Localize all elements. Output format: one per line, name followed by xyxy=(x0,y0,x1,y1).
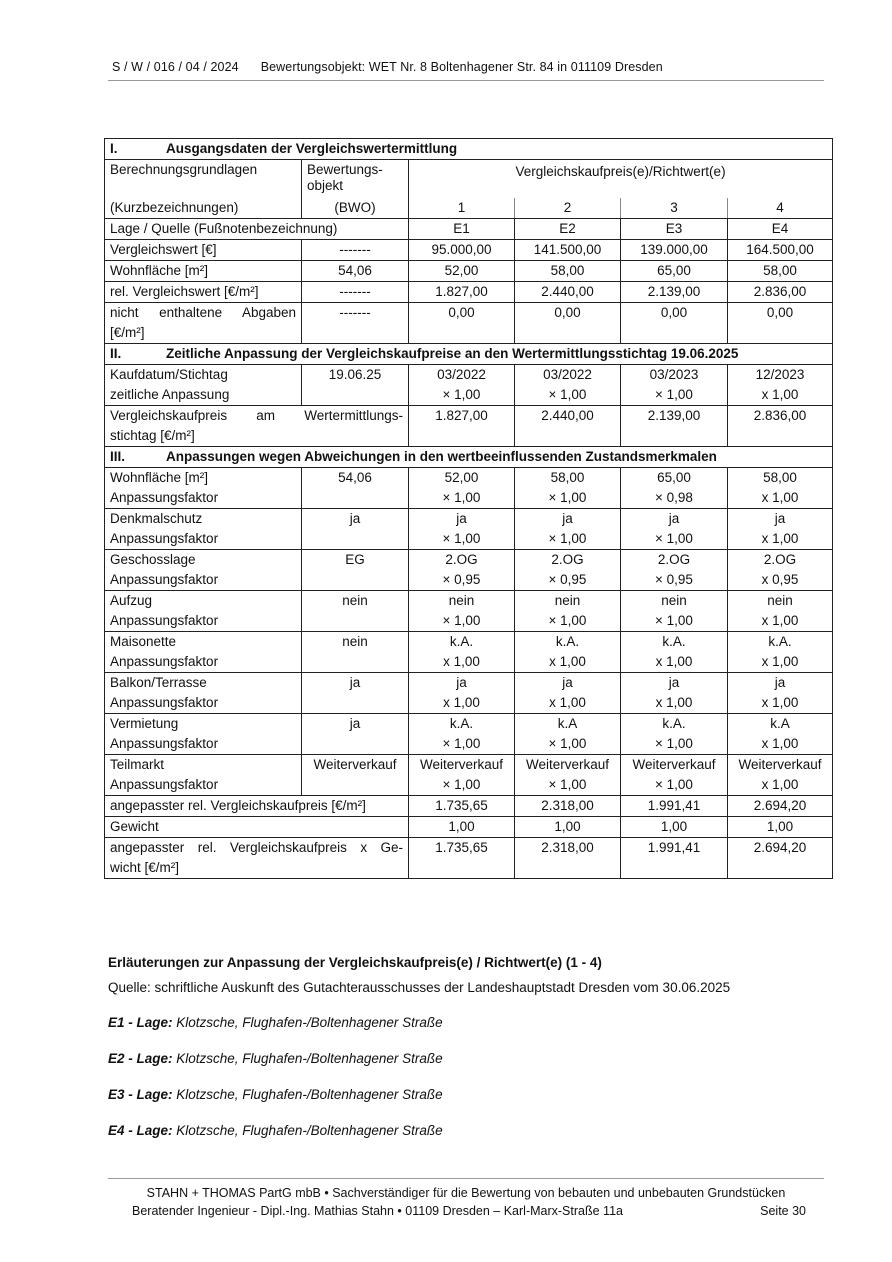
row-label xyxy=(105,468,302,509)
table-row xyxy=(105,282,833,303)
footer-address: Beratender Ingenieur - Dipl.-Ing. Mathias Stahn • 01109 Dresden – Karl-Marx-Straße 11a xyxy=(132,1204,623,1218)
col-num-2: 2 xyxy=(515,198,621,219)
value-1: 1.735,65 xyxy=(409,838,515,879)
section-title: Zeitliche Anpassung der Vergleichskaufpreise an den Wertermittlungsstichtag 19.06.2025 xyxy=(166,346,739,361)
adjust-factor: × 0,98 xyxy=(655,490,693,505)
value-1 xyxy=(409,550,515,591)
compare-title: Vergleichskaufpreis(e)/Richtwert(e) xyxy=(409,160,833,199)
factor-label: Anpassungsfaktor xyxy=(110,695,219,710)
table-row xyxy=(105,632,833,673)
value-1 xyxy=(409,714,515,755)
date-label: Kaufdatum/Stichtag xyxy=(110,367,228,382)
section-2-header xyxy=(105,344,833,365)
value-2: 2.440,00 xyxy=(515,282,621,303)
value-4 xyxy=(728,632,833,673)
adjust-factor: × 1,00 xyxy=(655,613,693,628)
value-3: 2.139,00 xyxy=(621,282,728,303)
page-header xyxy=(112,60,832,74)
value-3 xyxy=(621,632,728,673)
table-row xyxy=(105,240,833,261)
adjust-factor: × 1,00 xyxy=(655,531,693,546)
note-text: Klotzsche, Flughafen-/Boltenhagener Straße xyxy=(172,1123,443,1138)
criterion-value: 2.OG xyxy=(445,552,478,567)
adjust-factor: × 1,00 xyxy=(442,613,481,628)
row-label: Wohnfläche [m²] xyxy=(105,261,302,282)
criterion-value: 2.OG xyxy=(763,552,797,567)
criterion-value: 58,00 xyxy=(550,470,585,485)
value-3: 1,00 xyxy=(621,817,728,838)
value-4 xyxy=(728,550,833,591)
value-2: 2.318,00 xyxy=(515,796,621,817)
value-2 xyxy=(515,673,621,714)
table-row xyxy=(105,509,833,550)
criterion-value: ja xyxy=(456,675,467,690)
value-2 xyxy=(515,468,621,509)
adjust-factor: x 1,00 xyxy=(549,695,586,710)
value-3: 2.139,00 xyxy=(621,406,728,447)
value-4 xyxy=(728,673,833,714)
value-4 xyxy=(728,468,833,509)
value-2 xyxy=(515,509,621,550)
table-row xyxy=(105,261,833,282)
adjust-factor: x 1,00 xyxy=(549,654,586,669)
value-4: 2.836,00 xyxy=(728,406,833,447)
criterion-label: Geschosslage xyxy=(110,552,196,567)
row-label xyxy=(105,365,302,406)
bwo-value: 54,06 xyxy=(302,468,409,509)
value-2 xyxy=(515,365,621,406)
page-number: Seite 30 xyxy=(760,1204,806,1218)
criterion-value: ja xyxy=(774,675,786,690)
value-3: 65,00 xyxy=(621,261,728,282)
table-row xyxy=(105,406,833,447)
row-label: rel. Vergleichswert [€/m²] xyxy=(105,282,302,303)
row-label xyxy=(105,406,409,447)
value-1: 1.827,00 xyxy=(409,282,515,303)
factor-label: Anpassungsfaktor xyxy=(110,490,219,505)
value-1: 1,00 xyxy=(409,817,515,838)
row-label xyxy=(105,509,302,550)
value-4: 58,00 xyxy=(728,261,833,282)
col-num-3: 3 xyxy=(621,198,728,219)
criterion-label: Wohnfläche [m²] xyxy=(110,470,209,485)
factor-label: Anpassungsfaktor xyxy=(110,654,219,669)
bwo-header xyxy=(302,160,409,199)
note-entry xyxy=(108,1015,828,1030)
value-3: 139.000,00 xyxy=(621,240,728,261)
criterion-value: k.A. xyxy=(449,716,474,731)
bwo-value: nein xyxy=(302,632,409,673)
value-4: 2.694,20 xyxy=(728,838,833,879)
criterion-value: k.A. xyxy=(555,634,580,649)
value-3 xyxy=(621,509,728,550)
value-1 xyxy=(409,632,515,673)
row-label xyxy=(105,714,302,755)
adjust-factor: x 1,00 xyxy=(761,613,799,628)
calc-basis-label: Berechnungsgrundlagen xyxy=(105,160,302,199)
adjust-factor: × 1,00 xyxy=(655,736,693,751)
value-4 xyxy=(728,509,833,550)
section-3-header xyxy=(105,447,833,468)
section-number: III. xyxy=(110,449,126,464)
table-row xyxy=(105,591,833,632)
bwo-header-line1: Bewertungs- xyxy=(307,162,383,177)
bwo-value: nein xyxy=(302,591,409,632)
notes-heading: Erläuterungen zur Anpassung der Vergleichskaufpreis(e) / Richtwert(e) (1 - 4) xyxy=(108,955,602,970)
criterion-label: Maisonette xyxy=(110,634,177,649)
adjust-factor: × 1,00 xyxy=(442,531,481,546)
value-2 xyxy=(515,550,621,591)
value-1 xyxy=(409,468,515,509)
criterion-value: Weiterverkauf xyxy=(738,757,822,772)
valuation-table xyxy=(104,138,833,879)
criterion-label: Balkon/Terrasse xyxy=(110,675,207,690)
criterion-value: k.A xyxy=(557,716,578,731)
factor: × 1,00 xyxy=(548,387,587,402)
footer-company: STAHN + THOMAS PartG mbB • Sachverständiger für die Bewertung von bebauten und unbebauten Grundstücken xyxy=(146,1186,786,1200)
factor-label: Anpassungsfaktor xyxy=(110,736,219,751)
criterion-value: ja xyxy=(562,511,573,526)
header-row-1 xyxy=(105,160,833,199)
row-label: angepasster rel. Vergleichskaufpreis [€/m²] xyxy=(105,796,409,817)
date: 12/2023 xyxy=(755,367,805,382)
value-1: 52,00 xyxy=(409,261,515,282)
value-3 xyxy=(621,591,728,632)
factor: × 1,00 xyxy=(655,387,693,402)
bwo-abbr: (BWO) xyxy=(302,198,409,219)
value-4 xyxy=(728,714,833,755)
factor-label: Anpassungsfaktor xyxy=(110,613,219,628)
value-4: 1,00 xyxy=(728,817,833,838)
factor: × 1,00 xyxy=(442,387,481,402)
section-title: Anpassungen wegen Abweichungen in den wertbeeinflussenden Zustandsmerkmalen xyxy=(166,449,717,464)
factor-label: Anpassungsfaktor xyxy=(110,777,219,792)
row-label xyxy=(105,632,302,673)
valuation-object: Bewertungsobjekt: WET Nr. 8 Boltenhagener Str. 84 in 011109 Dresden xyxy=(260,60,663,74)
adjust-factor: × 1,00 xyxy=(548,736,587,751)
adjust-factor: × 0,95 xyxy=(548,572,587,587)
criterion-value: Weiterverkauf xyxy=(419,757,504,772)
value-3 xyxy=(621,550,728,591)
table-row xyxy=(105,468,833,509)
value-1 xyxy=(409,755,515,796)
row-label: Gewicht xyxy=(105,817,409,838)
criterion-value: Weiterverkauf xyxy=(525,757,610,772)
criterion-value: 2.OG xyxy=(551,552,584,567)
source-row xyxy=(105,219,833,240)
value-3: 0,00 xyxy=(621,303,728,344)
section-number: II. xyxy=(110,346,122,361)
bwo-value: ------- xyxy=(302,240,409,261)
section-number: I. xyxy=(110,141,118,156)
notes-source: Quelle: schriftliche Auskunft des Gutachterausschusses der Landeshauptstadt Dresden vom 30.06.2025 xyxy=(108,980,731,995)
adjust-factor: x 1,00 xyxy=(443,695,480,710)
value-3 xyxy=(621,755,728,796)
criterion-value: ja xyxy=(774,511,786,526)
row-label xyxy=(105,755,302,796)
code-e3: E3 xyxy=(621,219,728,240)
bwo-header-line2: objekt xyxy=(307,178,344,193)
value-2: 141.500,00 xyxy=(515,240,621,261)
value-1 xyxy=(409,365,515,406)
adjust-factor: x 0,95 xyxy=(761,572,799,587)
adjust-factor: × 1,00 xyxy=(548,490,587,505)
row-label: Vergleichswert [€] xyxy=(105,240,302,261)
criterion-value: ja xyxy=(668,675,680,690)
criterion-value: 2.OG xyxy=(657,552,691,567)
row-label-line1: Vergleichskaufpreis am Wertermittlungs- xyxy=(110,408,403,423)
value-4: 164.500,00 xyxy=(728,240,833,261)
footer-line2 xyxy=(108,1202,824,1220)
note-text: Klotzsche, Flughafen-/Boltenhagener Straße xyxy=(172,1015,443,1030)
footer-divider xyxy=(108,1178,824,1179)
adjust-factor: × 1,00 xyxy=(442,736,481,751)
table-row xyxy=(105,714,833,755)
code-e1: E1 xyxy=(409,219,515,240)
criterion-value: k.A xyxy=(770,716,790,731)
criterion-value: k.A. xyxy=(768,634,792,649)
adjusted-price-row xyxy=(105,796,833,817)
row-label-line1: angepasster rel. Vergleichskaufpreis x Ge- xyxy=(110,840,403,855)
header-divider xyxy=(108,80,824,81)
adjust-factor: x 1,00 xyxy=(761,695,799,710)
value-1 xyxy=(409,591,515,632)
note-key: E1 - Lage: xyxy=(108,1015,173,1030)
row-label-line2: [€/m²] xyxy=(110,325,145,340)
adjust-factor: x 1,00 xyxy=(443,654,480,669)
value-4 xyxy=(728,755,833,796)
value-3: 1.991,41 xyxy=(621,796,728,817)
criterion-value: ja xyxy=(562,675,573,690)
criterion-value: nein xyxy=(767,593,793,608)
row-label xyxy=(105,838,409,879)
adjust-factor: x 1,00 xyxy=(761,531,799,546)
row-label-line2: wicht [€/m²] xyxy=(110,860,180,875)
criterion-label: Vermietung xyxy=(110,716,179,731)
criterion-value: nein xyxy=(448,593,475,608)
table-row xyxy=(105,550,833,591)
value-1: 0,00 xyxy=(409,303,515,344)
adjust-factor: × 1,00 xyxy=(548,613,587,628)
bwo-value: ja xyxy=(302,673,409,714)
adjust-factor: x 1,00 xyxy=(761,654,799,669)
row-label xyxy=(105,591,302,632)
value-2 xyxy=(515,591,621,632)
note-key: E4 - Lage: xyxy=(108,1123,173,1138)
value-1: 1.827,00 xyxy=(409,406,515,447)
value-4 xyxy=(728,365,833,406)
value-4: 0,00 xyxy=(728,303,833,344)
row-label-line1: nicht enthaltene Abgaben xyxy=(110,305,296,320)
value-2: 0,00 xyxy=(515,303,621,344)
col-num-1: 1 xyxy=(409,198,515,219)
criterion-value: nein xyxy=(554,593,581,608)
bwo-value: EG xyxy=(302,550,409,591)
weighted-price-row xyxy=(105,838,833,879)
table-row xyxy=(105,755,833,796)
value-2 xyxy=(515,714,621,755)
value-2: 2.440,00 xyxy=(515,406,621,447)
weight-row xyxy=(105,817,833,838)
note-text: Klotzsche, Flughafen-/Boltenhagener Straße xyxy=(172,1087,443,1102)
criterion-value: k.A. xyxy=(662,634,686,649)
adjust-factor: × 1,00 xyxy=(548,531,587,546)
section-title: Ausgangsdaten der Vergleichswertermittlung xyxy=(166,141,458,156)
row-label xyxy=(105,303,302,344)
factor: x 1,00 xyxy=(761,387,799,402)
bwo-date: 19.06.25 xyxy=(302,365,409,406)
section-1-header xyxy=(105,139,833,160)
value-3 xyxy=(621,714,728,755)
value-2: 2.318,00 xyxy=(515,838,621,879)
criterion-label: Teilmarkt xyxy=(110,757,165,772)
note-entry xyxy=(108,1087,828,1102)
criterion-value: 52,00 xyxy=(444,470,479,485)
criterion-value: nein xyxy=(661,593,687,608)
note-key: E3 - Lage: xyxy=(108,1087,173,1102)
value-2: 1,00 xyxy=(515,817,621,838)
value-3 xyxy=(621,365,728,406)
time-adjust-label: zeitliche Anpassung xyxy=(110,387,230,402)
code-e2: E2 xyxy=(515,219,621,240)
bwo-value: ------- xyxy=(302,303,409,344)
value-4: 2.694,20 xyxy=(728,796,833,817)
source-label: Lage / Quelle (Fußnotenbezeichnung) xyxy=(105,219,409,240)
row-label xyxy=(105,673,302,714)
note-key: E2 - Lage: xyxy=(108,1051,173,1066)
value-1: 1.735,65 xyxy=(409,796,515,817)
bwo-value: ------- xyxy=(302,282,409,303)
adjust-factor: x 1,00 xyxy=(761,777,799,792)
header-row-2 xyxy=(105,198,833,219)
bwo-value: 54,06 xyxy=(302,261,409,282)
criterion-value: k.A. xyxy=(662,716,686,731)
report-reference: S / W / 016 / 04 / 2024 xyxy=(112,60,239,74)
value-3: 1.991,41 xyxy=(621,838,728,879)
adjust-factor: × 1,00 xyxy=(442,777,481,792)
row-label-line2: stichtag [€/m²] xyxy=(110,428,195,443)
value-1 xyxy=(409,673,515,714)
value-2 xyxy=(515,755,621,796)
criterion-value: 58,00 xyxy=(763,470,797,485)
criterion-value: k.A. xyxy=(449,634,474,649)
adjust-factor: × 0,95 xyxy=(655,572,693,587)
short-names-label: (Kurzbezeichnungen) xyxy=(105,198,302,219)
note-entry xyxy=(108,1123,828,1138)
adjust-factor: x 1,00 xyxy=(655,654,693,669)
note-text: Klotzsche, Flughafen-/Boltenhagener Straße xyxy=(172,1051,443,1066)
value-3 xyxy=(621,468,728,509)
table-row xyxy=(105,365,833,406)
row-label xyxy=(105,550,302,591)
value-1 xyxy=(409,509,515,550)
criterion-label: Aufzug xyxy=(110,593,153,608)
table-row xyxy=(105,673,833,714)
adjust-factor: x 1,00 xyxy=(761,490,799,505)
adjust-factor: x 1,00 xyxy=(761,736,799,751)
date: 03/2023 xyxy=(649,367,699,382)
page-footer xyxy=(108,1184,824,1220)
date: 03/2022 xyxy=(543,367,592,382)
table-row xyxy=(105,303,833,344)
factor-label: Anpassungsfaktor xyxy=(110,572,219,587)
adjust-factor: × 1,00 xyxy=(548,777,587,792)
value-3 xyxy=(621,673,728,714)
code-e4: E4 xyxy=(728,219,833,240)
value-2 xyxy=(515,632,621,673)
date: 03/2022 xyxy=(437,367,486,382)
bwo-value: ja xyxy=(302,509,409,550)
col-num-4: 4 xyxy=(728,198,833,219)
value-1: 95.000,00 xyxy=(409,240,515,261)
notes-section xyxy=(108,955,828,1159)
value-2: 58,00 xyxy=(515,261,621,282)
criterion-value: ja xyxy=(456,511,467,526)
adjust-factor: × 1,00 xyxy=(442,490,481,505)
criterion-value: 65,00 xyxy=(657,470,691,485)
note-entry xyxy=(108,1051,828,1066)
criterion-label: Denkmalschutz xyxy=(110,511,203,526)
bwo-value: ja xyxy=(302,714,409,755)
value-4 xyxy=(728,591,833,632)
value-4: 2.836,00 xyxy=(728,282,833,303)
criterion-value: Weiterverkauf xyxy=(632,757,716,772)
adjust-factor: × 0,95 xyxy=(442,572,481,587)
factor-label: Anpassungsfaktor xyxy=(110,531,219,546)
criterion-value: ja xyxy=(668,511,680,526)
adjust-factor: x 1,00 xyxy=(655,695,693,710)
adjust-factor: × 1,00 xyxy=(655,777,693,792)
bwo-value: Weiterverkauf xyxy=(302,755,409,796)
